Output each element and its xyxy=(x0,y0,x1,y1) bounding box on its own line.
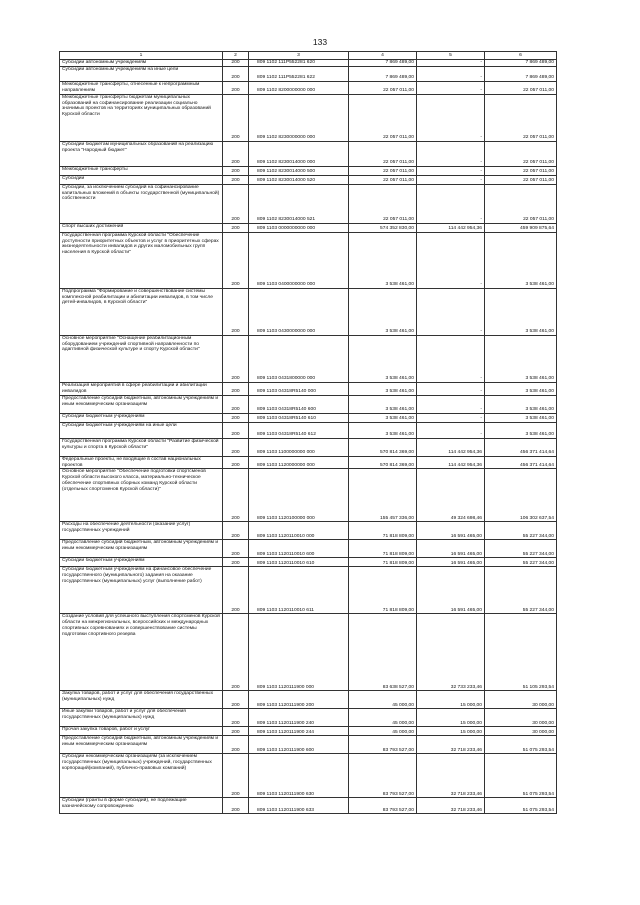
row-executed-amount: 114 442 954,36 xyxy=(417,457,485,469)
row-budget-code: 809 1103 0430000000 000 xyxy=(249,289,349,336)
row-approved-amount: 71 818 809,00 xyxy=(349,558,417,567)
row-budget-code: 809 1102 8230014000 520 xyxy=(249,176,349,185)
row-budget-code: 809 1103 04318R5140 612 xyxy=(249,423,349,439)
row-approved-amount: 71 818 809,00 xyxy=(349,567,417,614)
row-approved-amount: 7 869 489,00 xyxy=(349,67,417,82)
row-approved-amount: 3 538 461,00 xyxy=(349,336,417,383)
row-name: Субсидии xyxy=(60,176,223,185)
row-name: Субсидии бюджетам муниципальных образований на реализацию проекта "Народный бюджет" xyxy=(60,142,223,167)
row-approved-amount: 83 793 527,00 xyxy=(349,754,417,798)
row-vr-code: 200 xyxy=(223,798,249,814)
row-approved-amount: 45 000,00 xyxy=(349,691,417,709)
row-vr-code: 200 xyxy=(223,558,249,567)
row-vr-code: 200 xyxy=(223,82,249,95)
row-remaining-amount: 3 538 461,00 xyxy=(485,233,557,289)
row-approved-amount: 570 814 369,00 xyxy=(349,439,417,457)
row-vr-code: 200 xyxy=(223,167,249,176)
row-remaining-amount: 7 869 489,00 xyxy=(485,67,557,82)
row-approved-amount: 83 793 527,00 xyxy=(349,736,417,754)
row-vr-code: 200 xyxy=(223,691,249,709)
row-remaining-amount: 51 075 293,54 xyxy=(485,754,557,798)
row-budget-code: 809 1102 8230014000 000 xyxy=(249,142,349,167)
table-row xyxy=(60,423,557,439)
table-row xyxy=(60,185,557,224)
row-name: Субсидии некоммерческим организациям (за исключением государственных (муниципальных) учреждений, государственных корпораций(компаний), публично-правовых компаний) xyxy=(60,754,223,798)
row-budget-code: 809 1103 0000000000 000 xyxy=(249,224,349,233)
table-row xyxy=(60,224,557,233)
row-remaining-amount: 55 227 344,00 xyxy=(485,522,557,540)
row-budget-code: 809 1103 1120000000 000 xyxy=(249,457,349,469)
table-row xyxy=(60,336,557,383)
row-executed-amount: 32 718 233,46 xyxy=(417,798,485,814)
row-vr-code: 200 xyxy=(223,67,249,82)
row-remaining-amount: 22 057 011,00 xyxy=(485,185,557,224)
column-header: 4 xyxy=(349,52,417,60)
row-remaining-amount: 22 057 011,00 xyxy=(485,176,557,185)
row-vr-code: 200 xyxy=(223,540,249,558)
row-name: Субсидии бюджетным учреждениям на иные цели xyxy=(60,423,223,439)
row-executed-amount: 16 591 465,00 xyxy=(417,522,485,540)
row-remaining-amount: 55 227 344,00 xyxy=(485,567,557,614)
table-row xyxy=(60,383,557,396)
row-vr-code: 200 xyxy=(223,60,249,67)
row-name: Предоставление субсидий бюджетным, автономным учреждениям и иным некоммерческим организациям xyxy=(60,396,223,414)
table-row xyxy=(60,414,557,423)
row-budget-code: 809 1103 1120100000 000 xyxy=(249,469,349,522)
row-executed-amount: - xyxy=(417,67,485,82)
row-name: Межбюджетные трансферты, отнесенные к непрограммным направлениям xyxy=(60,82,223,95)
row-approved-amount: 22 057 011,00 xyxy=(349,95,417,142)
row-remaining-amount: 51 075 293,54 xyxy=(485,736,557,754)
row-vr-code: 200 xyxy=(223,727,249,736)
budget-table xyxy=(59,51,557,814)
row-executed-amount: 114 442 954,36 xyxy=(417,439,485,457)
row-name: Субсидии автономным учреждениям xyxy=(60,60,223,67)
table-row xyxy=(60,289,557,336)
row-budget-code: 809 1103 1120111900 244 xyxy=(249,727,349,736)
table-row xyxy=(60,457,557,469)
row-executed-amount: - xyxy=(417,396,485,414)
row-name: Государственная программа Курской области "Обеспечение доступности приоритетных объектов и услуг в приоритетных сферах жизнедеятельности инвалидов и других маломобильных групп населения в Курской области" xyxy=(60,233,223,289)
row-remaining-amount: 22 057 011,00 xyxy=(485,142,557,167)
row-remaining-amount: 3 538 461,00 xyxy=(485,423,557,439)
row-name: Межбюджетные трансферты бюджетам муниципальных образований на софинансирование реализации социально значимых проектов на территориях муниципальных образований Курской области xyxy=(60,95,223,142)
table-row xyxy=(60,142,557,167)
row-name: Расходы на обеспечение деятельности (оказание услуг) государственных учреждений xyxy=(60,522,223,540)
row-name: Предоставление субсидий бюджетным, автономным учреждениям и иным некоммерческим организациям xyxy=(60,540,223,558)
row-executed-amount: 32 733 233,46 xyxy=(417,614,485,691)
row-executed-amount: - xyxy=(417,142,485,167)
row-executed-amount: 49 324 698,46 xyxy=(417,469,485,522)
row-vr-code: 200 xyxy=(223,396,249,414)
row-vr-code: 200 xyxy=(223,224,249,233)
row-approved-amount: 83 638 527,00 xyxy=(349,614,417,691)
row-vr-code: 200 xyxy=(223,439,249,457)
row-budget-code: 809 1103 1120111900 600 xyxy=(249,736,349,754)
row-executed-amount: 32 718 233,46 xyxy=(417,754,485,798)
row-remaining-amount: 30 000,00 xyxy=(485,709,557,727)
table-row xyxy=(60,469,557,522)
row-remaining-amount: 456 371 414,64 xyxy=(485,439,557,457)
row-vr-code: 200 xyxy=(223,423,249,439)
row-name: Иные закупки товаров, работ и услуг для обеспечения государственных (муниципальных) нужд xyxy=(60,709,223,727)
row-remaining-amount: 30 000,00 xyxy=(485,727,557,736)
row-name: Субсидии (гранты в форме субсидий), не подлежащие казначейскому сопровождению xyxy=(60,798,223,814)
table-row xyxy=(60,614,557,691)
row-budget-code: 809 1102 8230014000 521 xyxy=(249,185,349,224)
row-vr-code: 200 xyxy=(223,233,249,289)
row-executed-amount: - xyxy=(417,423,485,439)
row-budget-code: 809 1103 04318R5140 600 xyxy=(249,396,349,414)
row-remaining-amount: 7 869 489,00 xyxy=(485,60,557,67)
row-approved-amount: 71 818 809,00 xyxy=(349,540,417,558)
row-remaining-amount: 55 227 344,00 xyxy=(485,540,557,558)
row-name: Субсидии бюджетным учреждениям на финансовое обеспечение государственного (муниципального) задания на оказание государственных (муниципальных) услуг (выполнение работ) xyxy=(60,567,223,614)
row-approved-amount: 3 538 461,00 xyxy=(349,396,417,414)
row-vr-code: 200 xyxy=(223,469,249,522)
row-approved-amount: 7 869 489,00 xyxy=(349,60,417,67)
table-row xyxy=(60,396,557,414)
row-budget-code: 809 1103 1100000000 000 xyxy=(249,439,349,457)
table-row xyxy=(60,60,557,67)
row-vr-code: 200 xyxy=(223,142,249,167)
row-vr-code: 200 xyxy=(223,457,249,469)
row-executed-amount: 16 591 465,00 xyxy=(417,558,485,567)
row-vr-code: 200 xyxy=(223,383,249,396)
row-remaining-amount: 3 538 461,00 xyxy=(485,396,557,414)
row-budget-code: 809 1103 1120111900 200 xyxy=(249,691,349,709)
table-row xyxy=(60,798,557,814)
row-executed-amount: 15 000,00 xyxy=(417,691,485,709)
row-name: Основное мероприятие "Обеспечение подготовки спортсменов Курской области высокого класса, материально-техническое обеспечение спортивных сборных команд Курской области (отдельных спортсменов Курской области)" xyxy=(60,469,223,522)
table-row xyxy=(60,754,557,798)
row-remaining-amount: 3 538 461,00 xyxy=(485,336,557,383)
table-row xyxy=(60,709,557,727)
column-header: 6 xyxy=(485,52,557,60)
row-vr-code: 200 xyxy=(223,709,249,727)
header-row xyxy=(60,52,557,60)
row-vr-code: 200 xyxy=(223,754,249,798)
row-executed-amount: - xyxy=(417,289,485,336)
row-executed-amount: - xyxy=(417,414,485,423)
row-vr-code: 200 xyxy=(223,736,249,754)
row-name: Прочая закупка товаров, работ и услуг xyxy=(60,727,223,736)
row-remaining-amount: 55 227 344,00 xyxy=(485,558,557,567)
row-remaining-amount: 30 000,00 xyxy=(485,691,557,709)
row-executed-amount: - xyxy=(417,383,485,396)
row-remaining-amount: 51 075 293,54 xyxy=(485,798,557,814)
table-row xyxy=(60,558,557,567)
row-approved-amount: 3 538 461,00 xyxy=(349,423,417,439)
row-budget-code: 809 1102 8230000000 000 xyxy=(249,95,349,142)
row-executed-amount: - xyxy=(417,82,485,95)
table-row xyxy=(60,540,557,558)
table-row xyxy=(60,691,557,709)
page-number: 133 xyxy=(312,37,328,47)
row-budget-code: 809 1103 0400000000 000 xyxy=(249,233,349,289)
table-row xyxy=(60,167,557,176)
row-vr-code: 200 xyxy=(223,336,249,383)
row-vr-code: 200 xyxy=(223,95,249,142)
row-approved-amount: 3 538 461,00 xyxy=(349,383,417,396)
row-approved-amount: 45 000,00 xyxy=(349,727,417,736)
row-executed-amount: 15 000,00 xyxy=(417,727,485,736)
row-name: Субсидии, за исключением субсидий на софинансирование капитальных вложений в объекты государственной (муниципальной) собственности xyxy=(60,185,223,224)
row-approved-amount: 3 538 461,00 xyxy=(349,289,417,336)
table-row xyxy=(60,82,557,95)
row-name: Предоставление субсидий бюджетным, автономным учреждениям и иным некоммерческим организациям xyxy=(60,736,223,754)
row-name: Федеральные проекты, не входящие в состав национальных проектов xyxy=(60,457,223,469)
row-name: Подпрограмма "Формирование и совершенствование системы комплексной реабилитации и абилитации инвалидов, в том числе детей-инвалидов, в Курской области" xyxy=(60,289,223,336)
row-executed-amount: 15 000,00 xyxy=(417,709,485,727)
row-budget-code: 809 1103 1120110010 600 xyxy=(249,540,349,558)
row-remaining-amount: 456 371 414,64 xyxy=(485,457,557,469)
row-remaining-amount: 3 538 461,00 xyxy=(485,289,557,336)
row-budget-code: 809 1102 8200000000 000 xyxy=(249,82,349,95)
row-name: Спорт высших достижений xyxy=(60,224,223,233)
row-remaining-amount: 22 057 011,00 xyxy=(485,95,557,142)
row-approved-amount: 22 057 011,00 xyxy=(349,176,417,185)
row-budget-code: 809 1102 111P552281 620 xyxy=(249,60,349,67)
row-name: Реализация мероприятий в сфере реабилитации и абилитации инвалидов xyxy=(60,383,223,396)
row-budget-code: 809 1102 111P552281 622 xyxy=(249,67,349,82)
row-approved-amount: 45 000,00 xyxy=(349,709,417,727)
row-executed-amount: 114 442 954,36 xyxy=(417,224,485,233)
row-remaining-amount: 106 302 637,54 xyxy=(485,469,557,522)
row-budget-code: 809 1103 1120111900 630 xyxy=(249,754,349,798)
row-executed-amount: - xyxy=(417,336,485,383)
row-remaining-amount: 3 538 461,00 xyxy=(485,383,557,396)
column-header: 5 xyxy=(417,52,485,60)
row-name: Межбюджетные трансферты xyxy=(60,167,223,176)
row-name: Создание условий для успешного выступления спортсменов Курской области на межрегиональных, всероссийских и международных спортивных соревнованиях и совершенствование системы подготовки спортивного резерва xyxy=(60,614,223,691)
row-name: Субсидии бюджетным учреждениям xyxy=(60,558,223,567)
table-row xyxy=(60,67,557,82)
column-header: 3 xyxy=(249,52,349,60)
row-remaining-amount: 22 057 011,00 xyxy=(485,167,557,176)
row-vr-code: 200 xyxy=(223,176,249,185)
row-name: Основное мероприятие "Оснащение реабилитационным оборудованием учреждений спортивной направленности по адаптивной физической культуре и спорту Курской области" xyxy=(60,336,223,383)
row-approved-amount: 155 457 336,00 xyxy=(349,469,417,522)
row-name: Субсидии автономным учреждениям на иные цели xyxy=(60,67,223,82)
row-executed-amount: - xyxy=(417,185,485,224)
row-executed-amount: - xyxy=(417,95,485,142)
row-vr-code: 200 xyxy=(223,185,249,224)
column-header: 1 xyxy=(60,52,223,60)
row-approved-amount: 22 057 011,00 xyxy=(349,167,417,176)
row-vr-code: 200 xyxy=(223,414,249,423)
row-budget-code: 809 1103 1120110010 610 xyxy=(249,558,349,567)
row-vr-code: 200 xyxy=(223,567,249,614)
row-name: Государственная программа Курской области "Развитие физической культуры и спорта в Курской области" xyxy=(60,439,223,457)
table-row xyxy=(60,176,557,185)
table-body xyxy=(60,60,557,814)
row-executed-amount: - xyxy=(417,60,485,67)
row-approved-amount: 574 352 830,00 xyxy=(349,224,417,233)
row-vr-code: 200 xyxy=(223,522,249,540)
row-remaining-amount: 3 538 461,00 xyxy=(485,414,557,423)
row-approved-amount: 22 057 011,00 xyxy=(349,185,417,224)
row-executed-amount: 32 718 233,46 xyxy=(417,736,485,754)
row-budget-code: 809 1103 0431800000 000 xyxy=(249,336,349,383)
row-approved-amount: 83 793 527,00 xyxy=(349,798,417,814)
row-approved-amount: 71 818 809,00 xyxy=(349,522,417,540)
row-budget-code: 809 1103 04318R5140 610 xyxy=(249,414,349,423)
row-budget-code: 809 1102 8230014000 500 xyxy=(249,167,349,176)
row-approved-amount: 570 814 369,00 xyxy=(349,457,417,469)
row-executed-amount: 16 591 465,00 xyxy=(417,540,485,558)
table-row xyxy=(60,95,557,142)
row-budget-code: 809 1103 1120111900 000 xyxy=(249,614,349,691)
row-vr-code: 200 xyxy=(223,289,249,336)
row-approved-amount: 22 057 011,00 xyxy=(349,142,417,167)
column-header: 2 xyxy=(223,52,249,60)
row-budget-code: 809 1103 1120110010 611 xyxy=(249,567,349,614)
row-approved-amount: 3 538 461,00 xyxy=(349,233,417,289)
table-row xyxy=(60,522,557,540)
row-name: Закупка товаров, работ и услуг для обеспечения государственных (муниципальных) нужд xyxy=(60,691,223,709)
row-name: Субсидии бюджетным учреждениям xyxy=(60,414,223,423)
row-budget-code: 809 1103 04318R5140 000 xyxy=(249,383,349,396)
row-vr-code: 200 xyxy=(223,614,249,691)
row-executed-amount: 16 591 465,00 xyxy=(417,567,485,614)
table-row xyxy=(60,736,557,754)
row-approved-amount: 22 057 011,00 xyxy=(349,82,417,95)
row-budget-code: 809 1103 1120111900 633 xyxy=(249,798,349,814)
row-remaining-amount: 22 057 011,00 xyxy=(485,82,557,95)
row-budget-code: 809 1103 1120110010 000 xyxy=(249,522,349,540)
table-row xyxy=(60,439,557,457)
table-row xyxy=(60,233,557,289)
row-executed-amount: - xyxy=(417,176,485,185)
row-approved-amount: 3 538 461,00 xyxy=(349,414,417,423)
row-executed-amount: - xyxy=(417,233,485,289)
table-row xyxy=(60,727,557,736)
row-executed-amount: - xyxy=(417,167,485,176)
row-remaining-amount: 459 909 875,64 xyxy=(485,224,557,233)
row-budget-code: 809 1103 1120111900 240 xyxy=(249,709,349,727)
table-row xyxy=(60,567,557,614)
row-remaining-amount: 51 105 293,54 xyxy=(485,614,557,691)
